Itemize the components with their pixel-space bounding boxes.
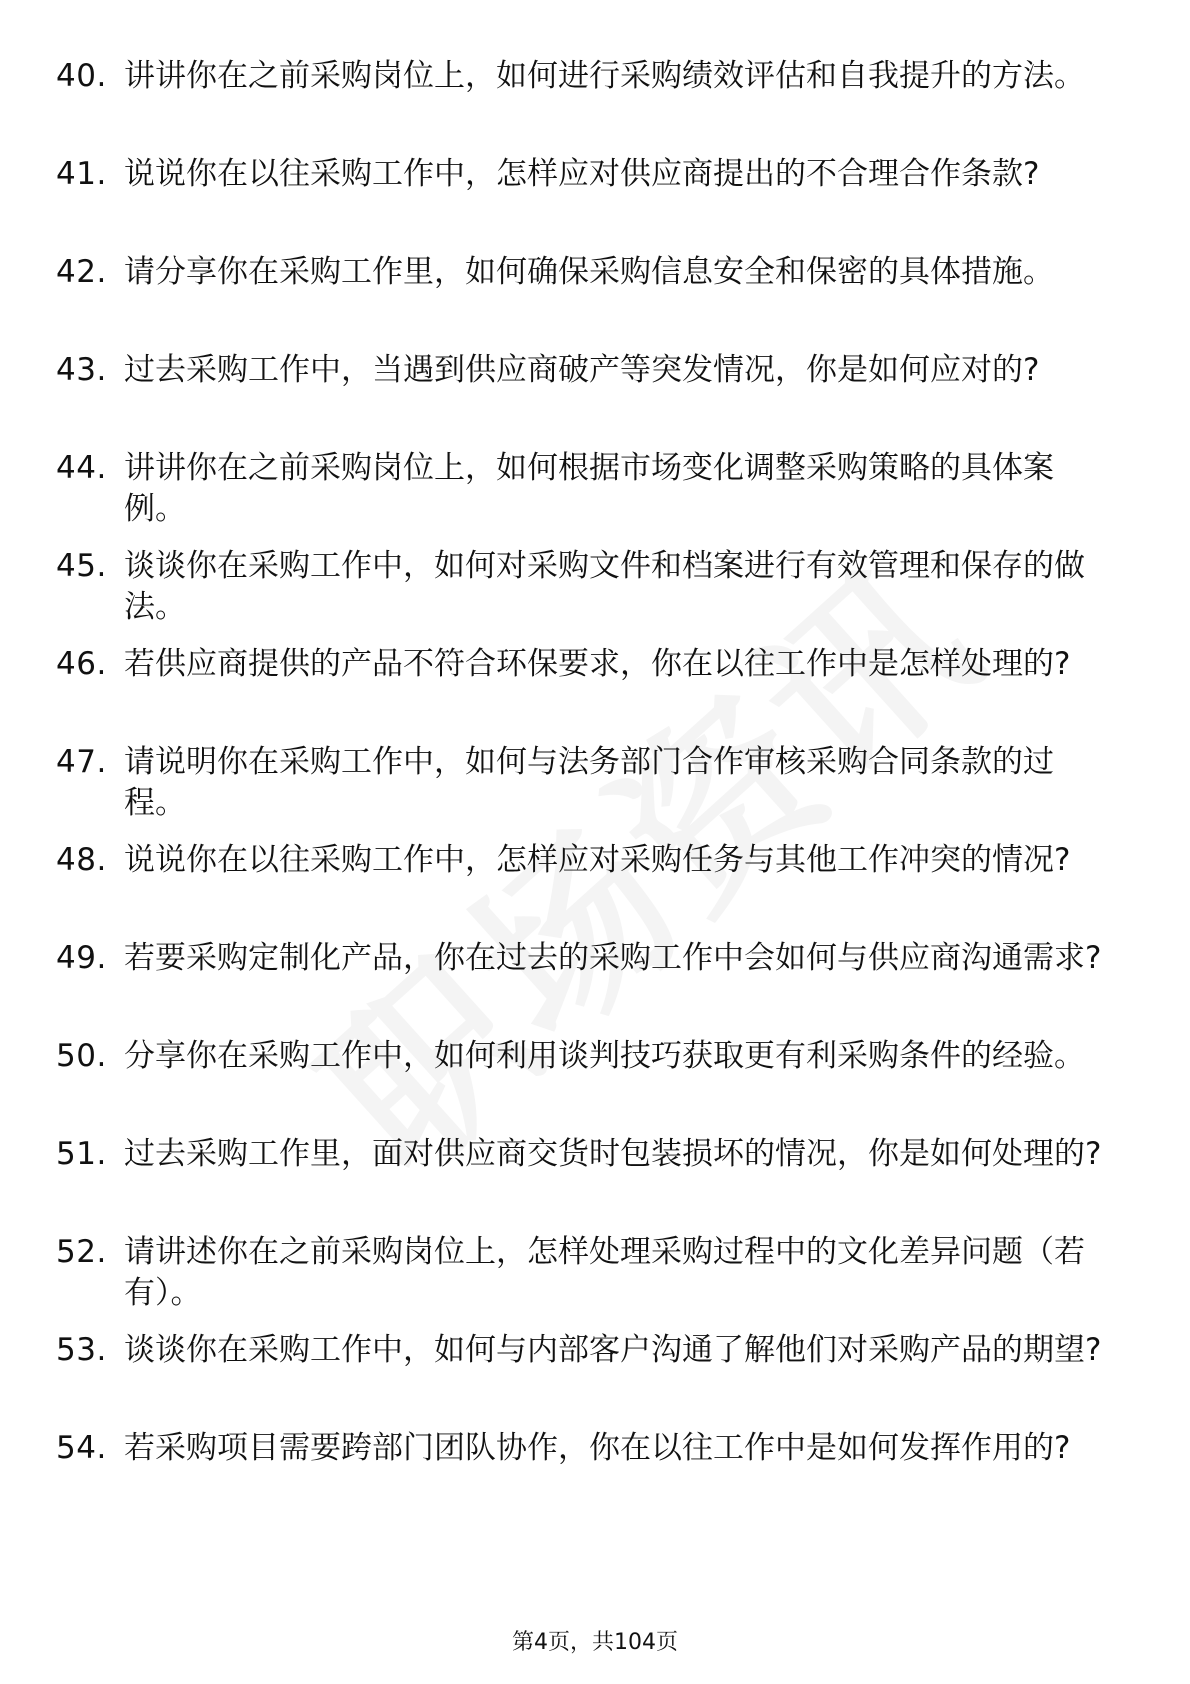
question-number: 42. [56, 254, 107, 290]
question-text: 说说你在以往采购工作中，怎样应对采购任务与其他工作冲突的情况? [124, 842, 1071, 878]
question-text: 若供应商提供的产品不符合环保要求，你在以往工作中是怎样处理的? [124, 646, 1071, 682]
page-number-footer: 第4页，共104页 [512, 1630, 678, 1655]
question-number: 51. [56, 1136, 107, 1172]
question-text: 谈谈你在采购工作中，如何对采购文件和档案进行有效管理和保存的做法。 [124, 548, 1085, 625]
list-item [56, 1232, 1116, 1330]
list-item [56, 1134, 1116, 1232]
question-number: 49. [56, 940, 107, 976]
list-item [56, 1428, 1116, 1526]
list-item [56, 644, 1116, 742]
question-number: 45. [56, 548, 107, 584]
question-number: 52. [56, 1234, 107, 1270]
question-text: 过去采购工作中，当遇到供应商破产等突发情况，你是如何应对的? [124, 352, 1040, 388]
list-item [56, 448, 1116, 546]
question-number: 50. [56, 1038, 107, 1074]
question-text: 若要采购定制化产品，你在过去的采购工作中会如何与供应商沟通需求? [124, 940, 1102, 976]
question-number: 53. [56, 1332, 107, 1368]
question-text: 请讲述你在之前采购岗位上，怎样处理采购过程中的文化差异问题（若有）。 [124, 1234, 1085, 1311]
list-item [56, 840, 1116, 938]
question-number: 47. [56, 744, 107, 780]
question-text: 讲讲你在之前采购岗位上，如何进行采购绩效评估和自我提升的方法。 [124, 58, 1085, 94]
list-item [56, 742, 1116, 840]
question-number: 43. [56, 352, 107, 388]
list-item [56, 154, 1116, 252]
question-text: 请分享你在采购工作里，如何确保采购信息安全和保密的具体措施。 [124, 254, 1054, 290]
list-item [56, 56, 1116, 154]
list-item [56, 1036, 1116, 1134]
question-text: 谈谈你在采购工作中，如何与内部客户沟通了解他们对采购产品的期望? [124, 1332, 1102, 1368]
list-item [56, 350, 1116, 448]
question-text: 请说明你在采购工作中，如何与法务部门合作审核采购合同条款的过程。 [124, 744, 1054, 821]
question-number: 41. [56, 156, 107, 192]
list-item [56, 252, 1116, 350]
question-text: 说说你在以往采购工作中，怎样应对供应商提出的不合理合作条款? [124, 156, 1040, 192]
question-number: 40. [56, 58, 107, 94]
question-list [56, 56, 1116, 1526]
list-item [56, 546, 1116, 644]
question-number: 44. [56, 450, 107, 486]
question-text: 讲讲你在之前采购岗位上，如何根据市场变化调整采购策略的具体案例。 [124, 450, 1054, 527]
question-text: 过去采购工作里，面对供应商交货时包装损坏的情况，你是如何处理的? [124, 1136, 1102, 1172]
list-item [56, 938, 1116, 1036]
question-number: 54. [56, 1430, 107, 1466]
list-item [56, 1330, 1116, 1428]
question-text: 若采购项目需要跨部门团队协作，你在以往工作中是如何发挥作用的? [124, 1430, 1071, 1466]
question-number: 46. [56, 646, 107, 682]
question-number: 48. [56, 842, 107, 878]
question-text: 分享你在采购工作中，如何利用谈判技巧获取更有利采购条件的经验。 [124, 1038, 1085, 1074]
